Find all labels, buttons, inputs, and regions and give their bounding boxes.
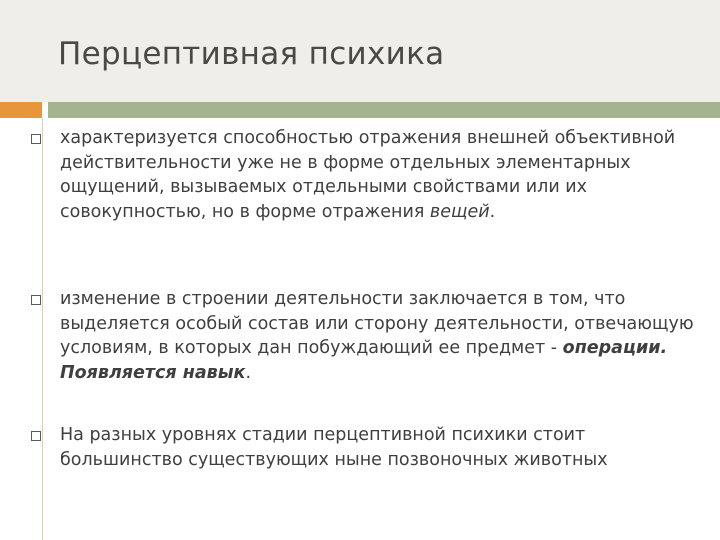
checkbox-bullet-icon [31, 295, 41, 305]
bullet-item [60, 423, 712, 472]
bullet-tail: . [245, 362, 252, 383]
bullet-text: характеризуется способностью отражения внешней объективной действительности уже не в форме отдельных элементарных ощущений, вызываемых отдельными свойствами или их совокупностью, но в форме отражения [60, 128, 676, 222]
slide-title: Перцептивная психика [58, 36, 445, 72]
bullet-text: На разных уровнях стадии перцептивной психики стоит большинство существующих ныне позвоночных животных [60, 425, 608, 470]
bullet-item [60, 287, 712, 385]
checkbox-bullet-icon [31, 431, 41, 441]
bullet-italic: вещей [429, 201, 490, 222]
bullet-text: изменение в строении деятельности заключается в том, что выделяется особый состав или сторону деятельности, отвечающую условиям, в которых дан побуждающий ее предмет - [60, 289, 694, 358]
bullet-item [60, 126, 712, 224]
bullet-bold-italic: операции. Появляется навык [60, 338, 668, 383]
checkbox-bullet-icon [31, 134, 41, 144]
bullet-tail: . [489, 201, 496, 222]
